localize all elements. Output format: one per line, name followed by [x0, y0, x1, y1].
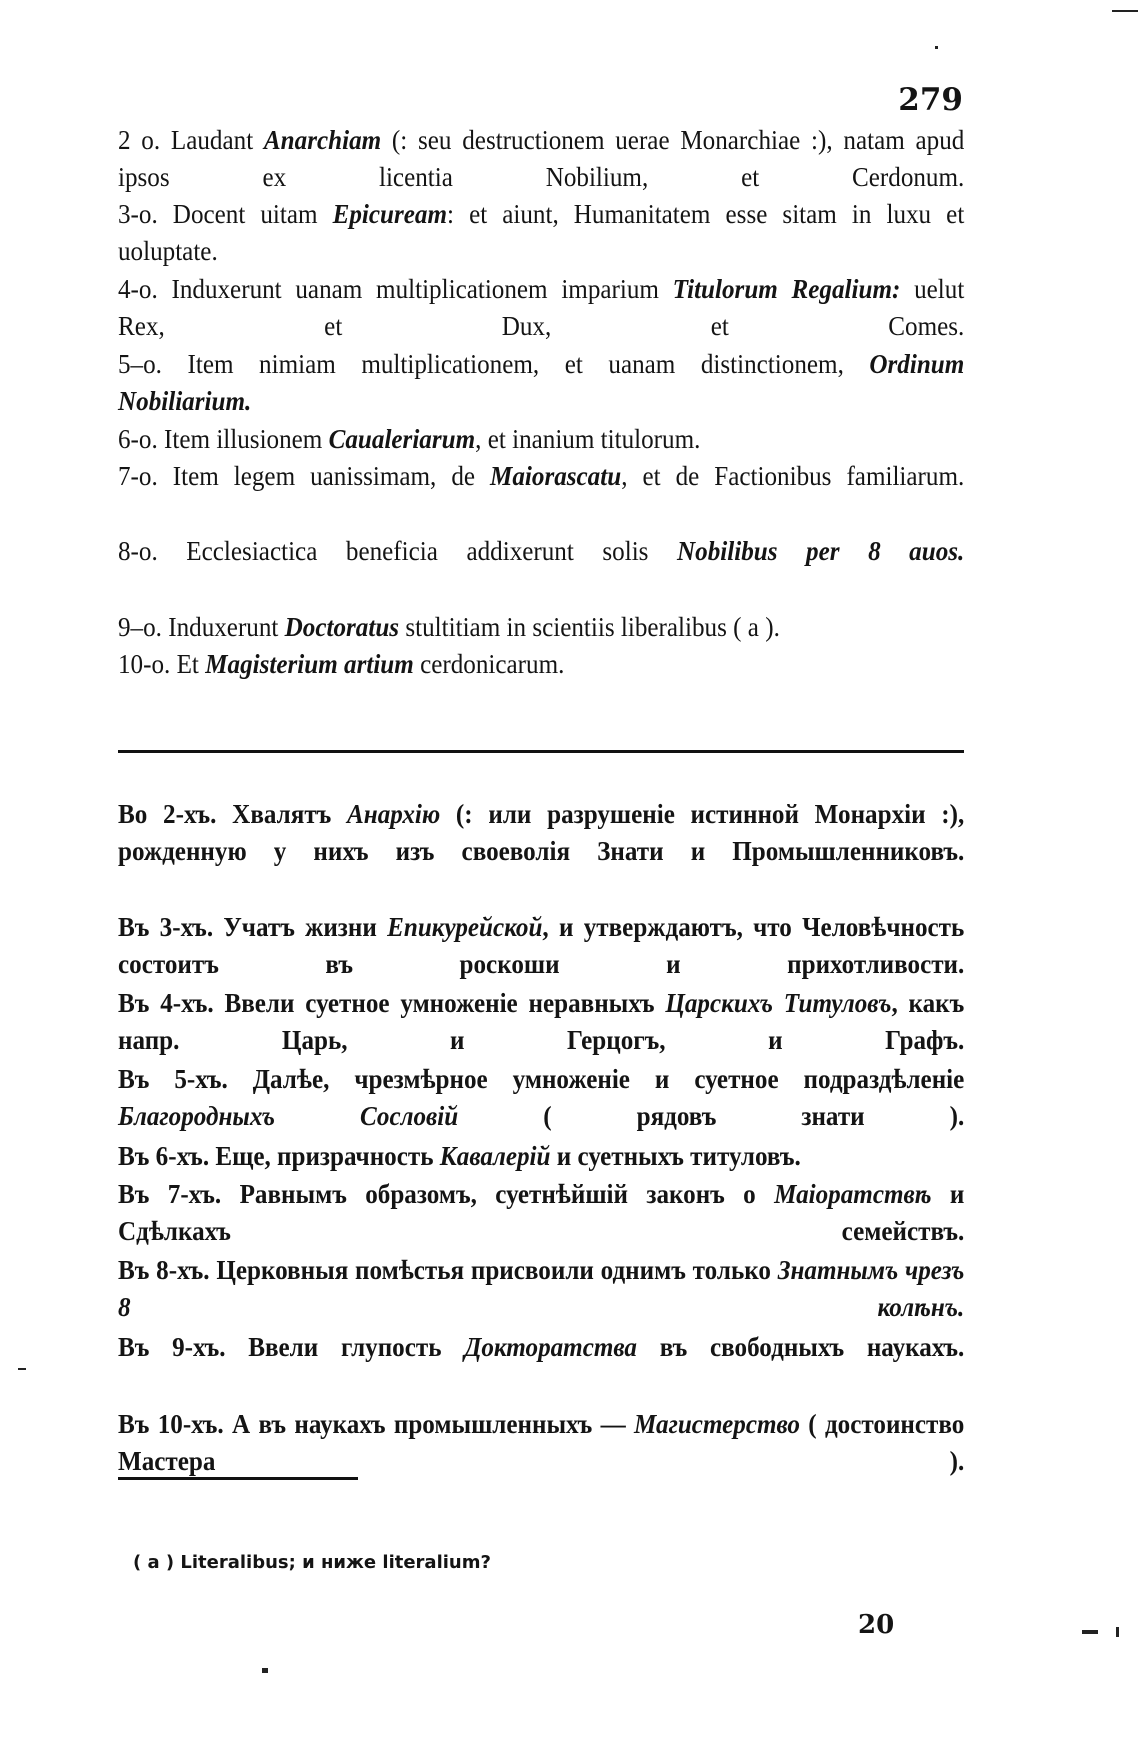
footnote: ( а ) Literalibus; и ниже literalium?: [133, 1552, 491, 1573]
footnote-divider: [118, 1477, 358, 1480]
speck: [1112, 10, 1138, 12]
russian-item-10: Въ 10-хъ. А въ наукахъ промышленныхъ — Магистерство ( достоинство Мастера ).: [118, 1409, 965, 1476]
speck: [1082, 1630, 1098, 1634]
russian-item-2: Во 2-хъ. Хвалятъ Анархію (: или разрушеніе истинной Монархіи :), рожденную у нихъ изъ своеволія Знати и Промышленниковъ.: [118, 799, 965, 866]
russian-item-5: Въ 5-хъ. Далѣе, чрезмѣрное умноженіе и суетное подраздѣленіе Благородныхъ Сословій ( рядовъ знати ).: [118, 1064, 965, 1131]
latin-item-4: 4-o. Induxerunt uanam multiplicationem imparium Titulorum Regalium: uelut Rex, et Dux, et Comes.: [118, 274, 965, 341]
speck: [935, 46, 938, 49]
speck: [1116, 1627, 1119, 1637]
speck: [262, 1668, 268, 1673]
russian-item-4: Въ 4-хъ. Ввели суетное умноженіе неравныхъ Царскихъ Титуловъ, какъ напр. Царь, и Герцогъ, и Графъ.: [118, 988, 965, 1055]
latin-item-3: 3-o. Docent uitam Epicuream: et aiunt, Humanitatem esse sitam in luxu et uoluptate.: [118, 199, 965, 266]
latin-item-10: 10-o. Et Magisterium artium cerdonicarum.: [118, 649, 565, 679]
russian-item-9: Въ 9-хъ. Ввели глупость Докторатства въ свободныхъ наукахъ.: [118, 1332, 965, 1362]
russian-item-7: Въ 7-хъ. Равнымъ образомъ, суетнѣйшій законъ о Маіоратствѣ и Сдѣлкахъ семействъ.: [118, 1179, 965, 1246]
latin-item-7: 7-o. Item legem uanissimam, de Maiorascatu, et de Factionibus familiarum.: [118, 461, 965, 491]
russian-item-6: Въ 6-хъ. Еще, призрачность Кавалерій и суетныхъ титуловъ.: [118, 1141, 801, 1171]
russian-item-3: Въ 3-хъ. Учатъ жизни Епикурейской, и утверждаютъ, что Человѣчность состоитъ въ роскоши и прихотливости.: [118, 912, 965, 979]
latin-item-5: 5–o. Item nimiam multiplicationem, et uanam distinctionem, Ordinum Nobiliarium.: [118, 349, 965, 416]
latin-item-6: 6-o. Item illusionem Caualeriarum, et inanium titulorum.: [118, 424, 701, 454]
latin-item-9: 9–o. Induxerunt Doctoratus stultitiam in scientiis liberalibus ( a ).: [118, 612, 780, 642]
latin-item-2: 2 o. Laudant Anarchiam (: seu destructionem uerae Monarchiae :), natam apud ipsos ex licentia Nobilium, et Cerdonum.: [118, 125, 965, 192]
page-number: 279: [898, 82, 963, 118]
latin-item-8: 8-o. Ecclesiactica beneficia addixerunt solis Nobilibus per 8 auos.: [118, 536, 965, 566]
section-divider: [118, 750, 964, 753]
signature-mark: 20: [858, 1610, 895, 1640]
russian-item-8: Въ 8-хъ. Церковныя помѣстья присвоили однимъ только Знатнымъ чрезъ 8 колѣнъ.: [118, 1255, 965, 1322]
speck: [18, 1368, 26, 1370]
